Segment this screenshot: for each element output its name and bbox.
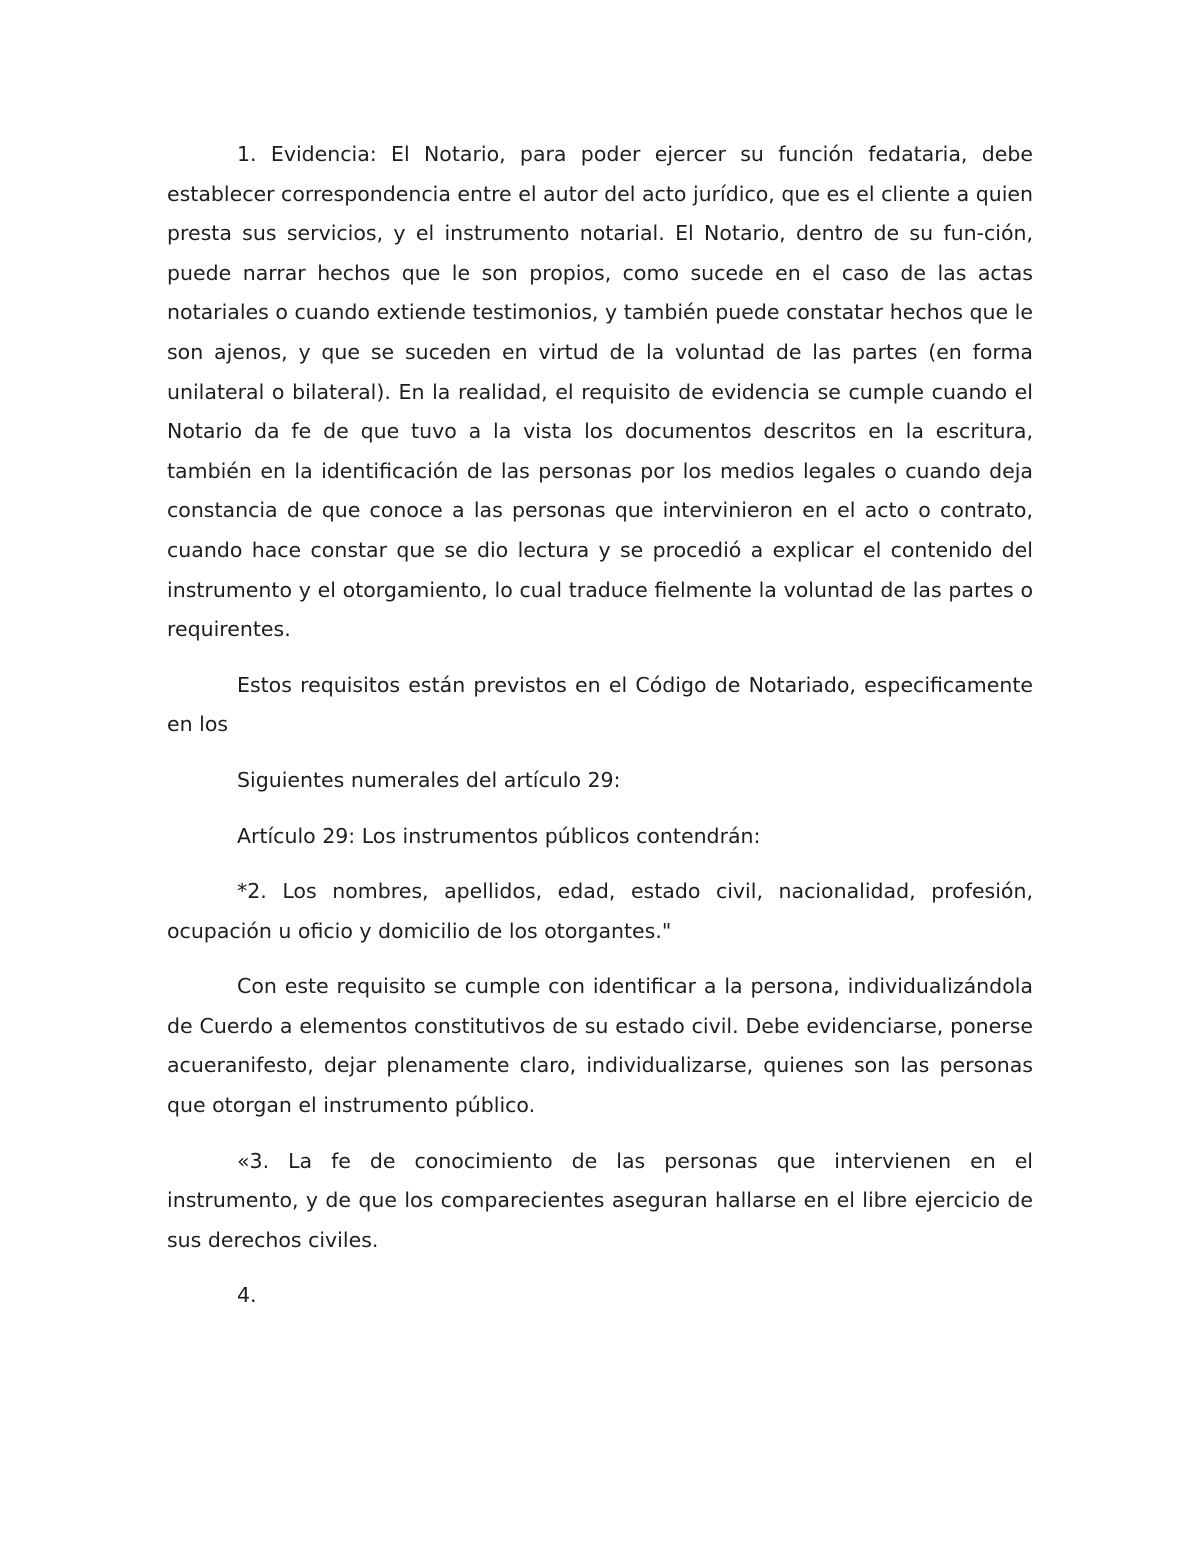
paragraph-requisitos: Estos requisitos están previstos en el Código de Notariado, especificamente en los [167, 672, 1033, 737]
paragraph-articulo-29: Artículo 29: Los instrumentos públicos contendrán: [237, 823, 761, 848]
paragraph-numerales: Siguientes numerales del artículo 29: [237, 767, 621, 792]
paragraph-identificacion: Con este requisito se cumple con identificar a la persona, individualizándola de Cuerdo a elementos constitutivos de su estado civil. Debe evidenciarse, ponerse acueranifesto, dejar plenamente claro, individualizarse, quienes son las personas que otorgan el instrumento público. [167, 974, 1033, 1118]
document-body [167, 135, 1033, 1332]
paragraph-numeral-3: «3. La fe de conocimiento de las personas que intervienen en el instrumento, y de que los comparecientes aseguran hallarse en el libre ejercicio de sus derechos civiles. [167, 1148, 1033, 1252]
paragraph-numeral-4: 4. [237, 1283, 257, 1308]
paragraph-evidencia: 1. Evidencia: El Notario, para poder ejercer su función fedataria, debe establecer correspondencia entre el autor del acto jurídico, que es el cliente a quien presta sus servicios, y el instrumento notarial. El Notario, dentro de su fun-ción, puede narrar hechos que le son propios, como sucede en el caso de las actas notariales o cuando extiende testimonios, y también puede constatar hechos que le son ajenos, y que se suceden en virtud de la voluntad de las partes (en forma unilateral o bilateral). En la realidad, el requisito de evidencia se cumple cuando el Notario da fe de que tuvo a la vista los documentos descritos en la escritura, también en la identificación de las personas por los medios legales o cuando deja constancia de que conoce a las personas que intervinieron en el acto o contrato, cuando hace constar que se dio lectura y se procedió a explicar el contenido del instrumento y el otorgamiento, lo cual traduce fielmente la voluntad de las partes o requirentes. [167, 142, 1033, 642]
paragraph-numeral-2: *2. Los nombres, apellidos, edad, estado civil, nacionalidad, profesión, ocupación u oficio y domicilio de los otorgantes." [167, 879, 1033, 943]
